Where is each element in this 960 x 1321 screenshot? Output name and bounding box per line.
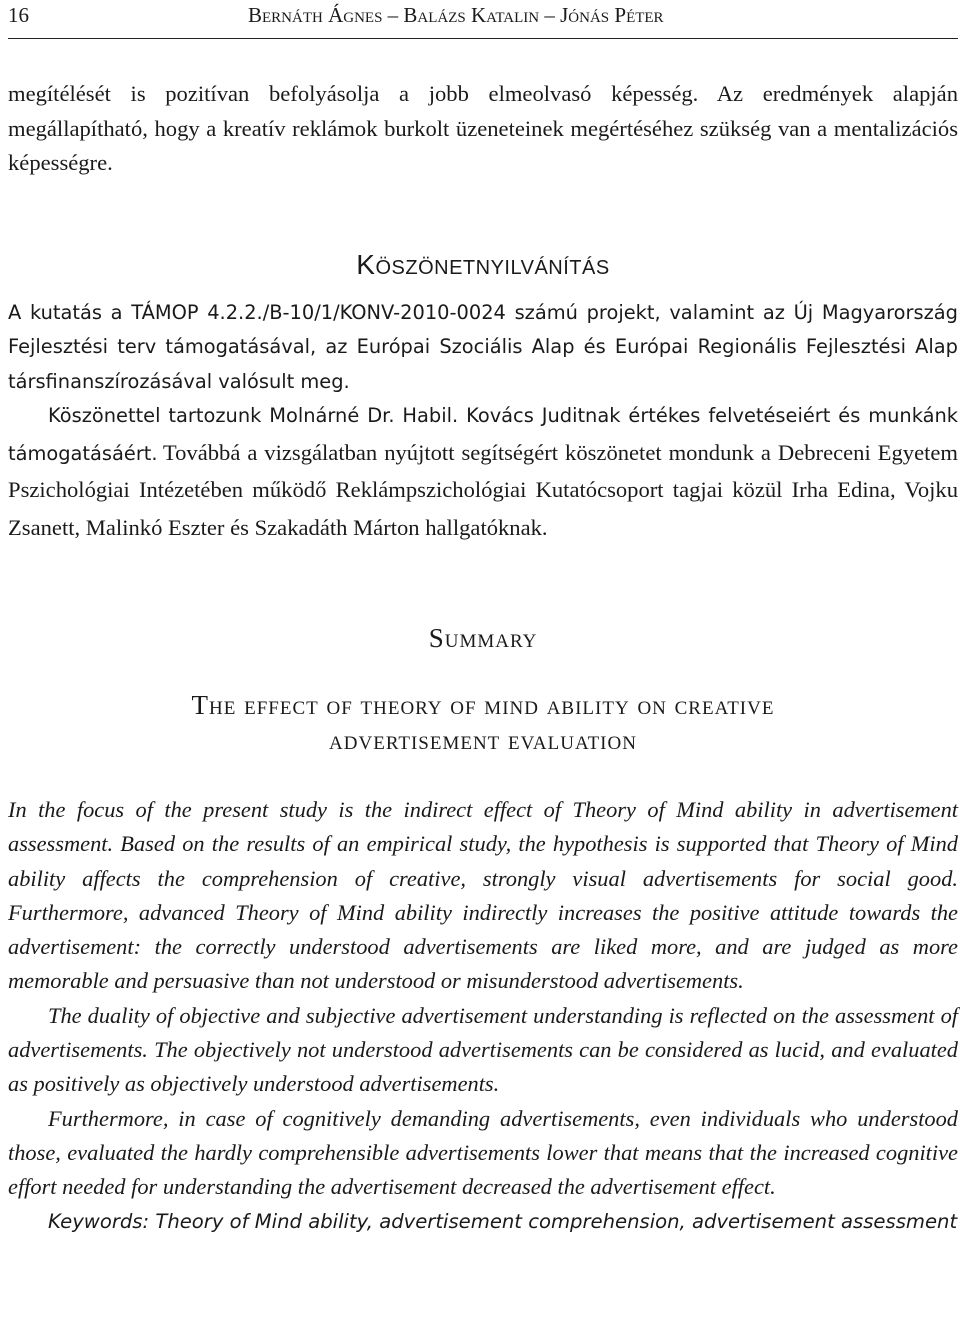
intro-paragraph: megítélését is pozitívan befolyásolja a jobb elmeolvasó képesség. Az eredmények alapján megállapítható, hogy a kreatív reklámok burkolt üzeneteinek megértéséhez szükség van a mentalizációs képességre. [8, 81, 958, 175]
summary-title-line-1: The effect of theory of mind ability on creative [191, 690, 775, 720]
summary-paragraph-3: Furthermore, in case of cognitively demanding advertisements, even individuals who understood those, evaluated the hardly comprehensible advertisements lower that means that the increased cognitive effort needed for understanding the advertisement decreased the advertisement effect. [8, 1105, 958, 1200]
summary-heading: Summary [428, 623, 538, 653]
summary-title-line-2: advertisement evaluation [329, 725, 637, 755]
author-names: Bernáth Ágnes – Balázs Katalin – Jónás Péter [248, 3, 664, 27]
thanks-sans-text: Köszönettel tartozunk Molnárné Dr. Habil. Kovács Juditnak értékes felvetéseiért és munkánk támogatásáért. [8, 404, 958, 465]
page-number: 16 [8, 3, 29, 27]
summary-title [8, 688, 958, 758]
document-page [8, 0, 958, 1239]
thanks-serif-text: Továbbá a vizsgálatban nyújtott segítségért köszönetet mondunk a Debreceni Egyetem Pszichológiai Intézetében működő Reklámpszichológiai Kutatócsoport tagjai közül Irha Edina, Vojku Zsanett, Malinkó Eszter és Szakadáth Márton hallgatóknak. [8, 439, 958, 540]
summary-paragraph-1: In the focus of the present study is the indirect effect of Theory of Mind ability in advertisement assessment. Based on the results of an empirical study, the hypothesis is supported that Theory of Mind ability affects the comprehension of creative, strongly visual advertisements for social good. Furthermore, advanced Theory of Mind ability indirectly increases the positive attitude towards the advertisement: the correctly understood advertisements are liked more, and are judged as more memorable and persuasive than not understood or misunderstood advertisements. [8, 797, 958, 994]
thanks-paragraph [8, 399, 958, 548]
running-header [8, 0, 958, 39]
summary-paragraph-2: The duality of objective and subjective advertisement understanding is reflected on the assessment of advertisements. The objectively not understood advertisements can be considered as lucid, and evaluated as positively as objectively understood advertisements. [8, 1002, 958, 1097]
acknowledgement-heading: Köszönetnyilvánítás [356, 248, 610, 280]
acknowledgement-text: A kutatás a TÁMOP 4.2.2./B-10/1/KONV-2010-0024 számú projekt, valamint az Új Magyarország Fejlesztési terv támogatásával, az Európai Szociális Alap és Európai Regionális Fejlesztési Alap társfinanszírozásával valósult meg. [8, 300, 958, 393]
acknowledgement-paragraph [8, 296, 958, 400]
summary-keywords: Keywords: Theory of Mind ability, advertisement comprehension, advertisement assessment [48, 1209, 958, 1233]
